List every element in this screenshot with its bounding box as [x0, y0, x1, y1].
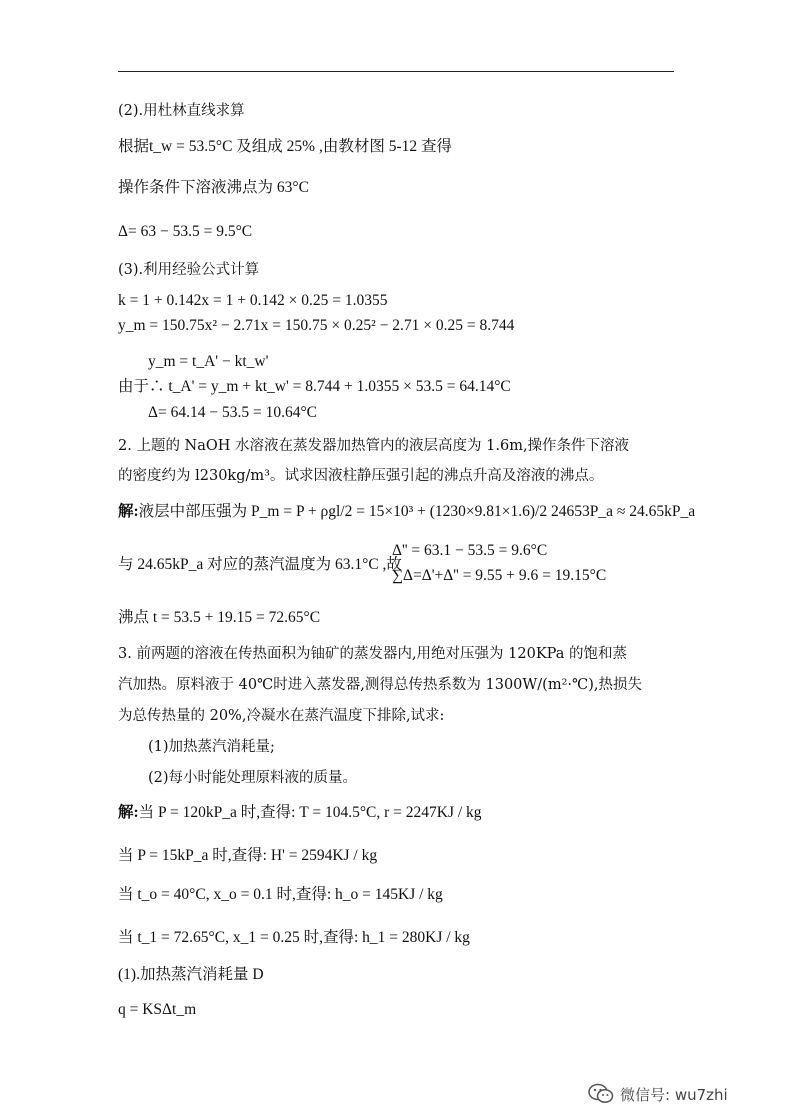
header-rule: [118, 71, 674, 72]
equation: 当 t_o = 40°C, x_o = 0.1 时,查得: h_o = 145KJ / kg: [118, 886, 443, 903]
equation: 由于∴ t_A' = y_m + kt_w' = 8.744 + 1.0355 × 53.5 = 64.14°C: [118, 378, 511, 395]
text-line: 与 24.65kP_a 对应的蒸汽温度为 63.1°C ,故: [118, 556, 402, 573]
equation: Δ= 63 − 53.5 = 9.5°C: [118, 223, 253, 240]
equation: 当 t_1 = 72.65°C, x_1 = 0.25 时,查得: h_1 = 280KJ / kg: [118, 929, 470, 946]
problem-text: 的密度约为 l230kg/m³。试求因液柱静压强引起的沸点升高及溶液的沸点。: [118, 468, 604, 484]
problem-text: 3. 前两题的溶液在传热面积为铀矿的蒸发器内,用绝对压强为 120KPa 的饱和蒸: [118, 646, 628, 662]
equation: 当 P = 120kP_a 时,查得: T = 104.5°C, r = 2247KJ / kg: [138, 804, 482, 821]
equation: 当 P = 15kP_a 时,查得: H' = 2594KJ / kg: [118, 847, 378, 864]
equation: Δ= 64.14 − 53.5 = 10.64°C: [148, 404, 317, 421]
solution-line: [118, 803, 482, 823]
solution-line: [118, 502, 695, 522]
equation: 沸点 t = 53.5 + 19.15 = 72.65°C: [118, 609, 321, 626]
text-line: 根据t_w = 53.5°C 及组成 25% ,由教材图 5-12 查得: [118, 138, 452, 155]
problem-text: (2)每小时能处理原料液的质量。: [148, 770, 358, 786]
equation: ∑Δ=Δ'+Δ'' = 9.55 + 9.6 = 19.15°C: [392, 567, 607, 584]
problem-text: 2. 上题的 NaOH 水溶液在蒸发器加热管内的液层高度为 1.6m,操作条件下溶液: [118, 438, 630, 454]
text-line: 操作条件下溶液沸点为 63°C: [118, 179, 309, 196]
equation: Δ'' = 63.1 − 53.5 = 9.6°C: [392, 542, 548, 559]
problem-text: 汽加热。原料液于 40℃时进入蒸发器,测得总传热系数为 1300W/(m²·℃),热损失: [118, 677, 643, 693]
text-line: (2).用杜林直线求算: [118, 103, 245, 119]
equation: q = KSΔt_m: [118, 1001, 197, 1018]
equation: y_m = t_A' − kt_w': [148, 353, 269, 370]
equation: 液层中部压强为 P_m = P + ρgl/2 = 15×10³ + (1230×9.81×1.6)/2 24653P_a ≈ 24.65kP_a: [138, 503, 696, 520]
watermark: [588, 1083, 728, 1105]
wechat-icon: [588, 1083, 614, 1105]
text-line: (1).加热蒸汽消耗量 D: [118, 966, 264, 983]
problem-text: 为总传热量的 20%,冷凝水在蒸汽温度下排除,试求:: [118, 708, 445, 724]
equation: k = 1 + 0.142x = 1 + 0.142 × 0.25 = 1.0355: [118, 292, 388, 309]
solution-label: 解:: [118, 503, 139, 520]
equation: y_m = 150.75x² − 2.71x = 150.75 × 0.25² − 2.71 × 0.25 = 8.744: [118, 317, 515, 334]
solution-label: 解:: [118, 804, 139, 821]
watermark-text: 微信号: wu7zhi: [620, 1085, 728, 1104]
problem-text: (1)加热蒸汽消耗量;: [148, 739, 275, 755]
text-line: (3).利用经验公式计算: [118, 262, 260, 278]
